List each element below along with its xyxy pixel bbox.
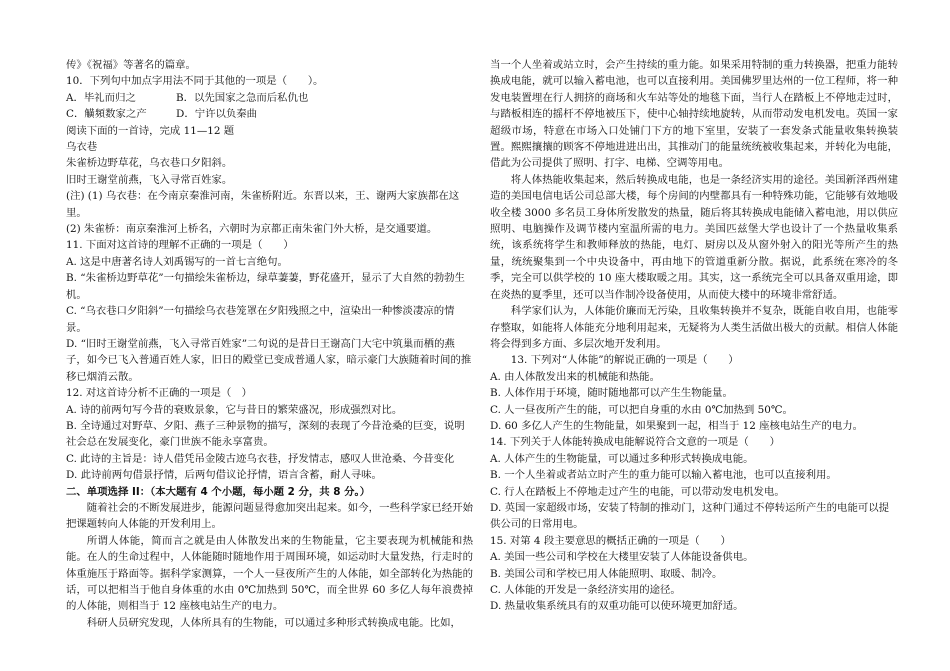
option-11-c: C. “乌衣巷口夕阳斜”一句描绘乌衣巷笼罩在夕阳残照之中，渲染出一种惨淡凄凉的情景。 <box>66 305 455 334</box>
poem-line-2: 旧时王谢堂前燕，飞入寻常百姓家。 <box>66 173 233 186</box>
poem-note-2: (2) 朱雀桥：南京秦淮河上桥名，六朝时为京都正南朱雀门外大桥，是交通要道。 <box>66 223 438 236</box>
option-11-b: B. “朱雀桥边野草花”一句描绘朱雀桥边，绿草萋萋，野花盛开，显示了大自然的勃勃生机。 <box>66 272 465 301</box>
option-13-d: D. 60 多亿人产生的生物能量，如果聚到一起，相当于 12 座核电站生产的电力。 <box>490 419 864 432</box>
option-14-b: B. 一个人坐着或者站立时产生的重力能可以输入蓄电池，也可以直接利用。 <box>490 469 837 482</box>
question-10-stem: 10．下列句中加点字用法不同于其他的一项是（ ）。 <box>66 75 324 88</box>
passage-paragraph-4: 将人体热能收集起来，然后转换成电能，也是一条经济实用的途径。美国新泽西州建造的美国电信电话公司总部大楼，每个房间的内壁都具有一种特殊功能，它能够有效地吸收全楼 3000 多名员工身体所发散发的热量，随后将其转换成电能储入蓄电池，用以供应照明、电脑操作及调节楼内室温所需的电力。美国匹兹堡大学也设计了一个热量收集系统，该系统将学生和教师释放的热能，电灯、厨房以及从窗外射入的阳光等所产生的热量，统统聚集到一个中央设备中，再由地下的管道重新分散。据说，此系统在寒冷的冬季，完全可以供学校的 10 座大楼取暖之用。其实，这一系统完全可以具备双重用途，即在炎热的夏季里，还可以当作制冷设备使用，从而使大楼中的环境非常舒适。 <box>490 173 898 301</box>
option-10-d: D．宁许以负秦曲 <box>176 108 258 121</box>
option-14-c: C. 行人在踏板上不停地走过产生的电能，可以带动发电机发电。 <box>490 485 785 498</box>
option-13-a: A. 由人体散发出来的机械能和热能。 <box>490 370 660 383</box>
question-13-stem: 13. 下列对“人体能”的解说正确的一项是（ ） <box>510 354 739 367</box>
poem-line-1: 朱雀桥边野草花，乌衣巷口夕阳斜。 <box>66 157 233 170</box>
section-heading: 二、单项选择 II：（本大题有 4 个小题，每小题 2 分，共 8 分。） <box>66 485 371 498</box>
option-10-c: C．觵頻数家之产 <box>66 108 147 121</box>
left-column <box>66 57 473 631</box>
option-14-d: D. 英国一家超级市场，安装了特制的推动门，这种门通过不停转运所产生的电能可以提供公司的日常用电。 <box>490 501 890 531</box>
passage-paragraph-5: 科学家们认为，人体能价廉而无污染，且收集转换并不复杂，既能自收自用，也能零存整取，如能将人体能充分地利用起来，无疑将为人类生活做出极大的贡献。相信人体能将会得到多方面、多层次地开发利用。 <box>490 305 898 350</box>
passage-paragraph-2: 所谓人体能，简而言之就是由人体散发出来的生物能量，它主要表现为机械能和热能。在人的生命过程中，人体能随时随地作用于周围环境，如运动时大量发热，行走时的体重施压于路面等。据科学家测算，一个人一昼夜所产生的人体能，如全部转化为热能的话，可以把相当于他自身体重的水由 0℃加热到 50℃，而全世界 60 多亿人每年浪费掉的人体能，则相当于 12 座核电站生产的电力。 <box>66 534 473 613</box>
option-10-a: A．毕礼而归之 <box>66 91 136 104</box>
option-11-d: D. “旧时王谢堂前燕，飞入寻常百姓家”二句说的是昔日王谢高门大宅中筑巢而栖的燕子，如今已飞入普通百姓人家，旧日的殿堂已变成普通人家，暗示豪门大族随着时间的推移已烟消云散。 <box>66 337 472 383</box>
question-11-stem: 11. 下面对这首诗的理解不正确的一项是（ ） <box>66 239 294 252</box>
poem-intro: 阅读下面的一首诗，完成 11—12 题 <box>66 124 235 137</box>
passage-paragraph-3: 科研人员研究发现，人体所具有的生物能，可以通过多种形式转换成电能。比如， <box>86 616 461 629</box>
question-14-stem: 14. 下列关于人体能转换成电能解说符合文意的一项是（ ） <box>490 436 780 449</box>
option-13-b: B. 人体作用于环境，随时随地都可以产生生物能量。 <box>490 387 733 400</box>
option-15-a: A. 美国一些公司和学校在大楼里安装了人体能设备供电。 <box>490 551 754 564</box>
option-12-a: A. 诗的前两句写今昔的衰败景象，它与昔日的繁荣盛况，形成强烈对比。 <box>66 403 403 416</box>
option-12-b: B. 全诗通过对野草、夕阳、燕子三种景物的描写，深刻的表现了今昔沧桑的巨变，说明社会总在发展变化，豪门世族不能永享富贵。 <box>66 419 465 449</box>
poem-note-1: (注) (1) 乌衣巷：在今南京秦淮河南，朱雀桥附近。东晋以来，王、谢两大家族都在这里。 <box>66 190 460 219</box>
option-15-c: C. 人体能的开发是一条经济实用的途径。 <box>490 584 681 596</box>
question-10-options-row-2 <box>66 106 473 122</box>
question-12-stem: 12. 对这首诗分析不正确的一项是（ ） <box>66 387 253 400</box>
option-10-b: B．以先国家之急而后私仇也 <box>176 91 309 104</box>
top-fragment: 传》《祝福》等著名的篇章。 <box>66 59 196 71</box>
option-12-c: C. 此诗的主旨是：诗人借凭吊金陵古迹乌衣巷，抒发情志，感叹人世沧桑、今昔变化 <box>66 452 455 465</box>
question-15-stem: 15. 对第 4 段主要意思的概括正确的一项是（ ） <box>490 534 731 547</box>
option-15-b: B. 美国公司和学校已用人体能照明、取暖、制冷。 <box>490 567 723 580</box>
right-column <box>490 57 898 615</box>
passage-paragraph-1: 随着社会的不断发展进步，能源问题显得愈加突出起来。如今，一些科学家已经开始把课题转向人体能的开发利用上。 <box>66 501 473 531</box>
option-12-d: D. 此诗前两句借景抒情，后两句借议论抒情，语言含蓄，耐人寻味。 <box>66 469 382 482</box>
question-10-options-row-1 <box>66 90 473 106</box>
option-13-c: C. 人一昼夜所产生的能，可以把自身重的水由 0℃加热到 50℃。 <box>490 403 793 416</box>
poem-title: 乌衣巷 <box>66 141 98 154</box>
option-15-d: D. 热量收集系统具有的双重功能可以使环境更加舒适。 <box>490 600 744 613</box>
passage-paragraph-3-cont: 当一个人坐着或站立时，会产生持续的重力能。如果采用特制的重力转换器，把重力能转换成电能，就可以输入蓄电池，也可以直接利用。美国佛罗里达州的一位工程师，将一种发电装置埋在行人拥挤的商场和火车站等处的地毯下面，当行人在踏板上不停地走过时，与踏板相连的摇杆不停地被压下，使中心轴持续地旋转，从而带动发电机发电。英国一家超级市场，特意在市场入口处铺门下方的地下室里，安装了一套发条式能量收集转换装置。熙熙攘攘的顾客不停地进进出出，其推动门的能量统统被收集起来，并转化为电能，借此为公司提供了照明、打字、电梯、空调等用电。 <box>490 59 898 170</box>
option-11-a: A. 这是中唐著名诗人刘禹锡写的一首七言绝句。 <box>66 255 288 268</box>
option-14-a: A. 人体产生的生物能量，可以通过多种形式转换成电能。 <box>490 452 754 465</box>
